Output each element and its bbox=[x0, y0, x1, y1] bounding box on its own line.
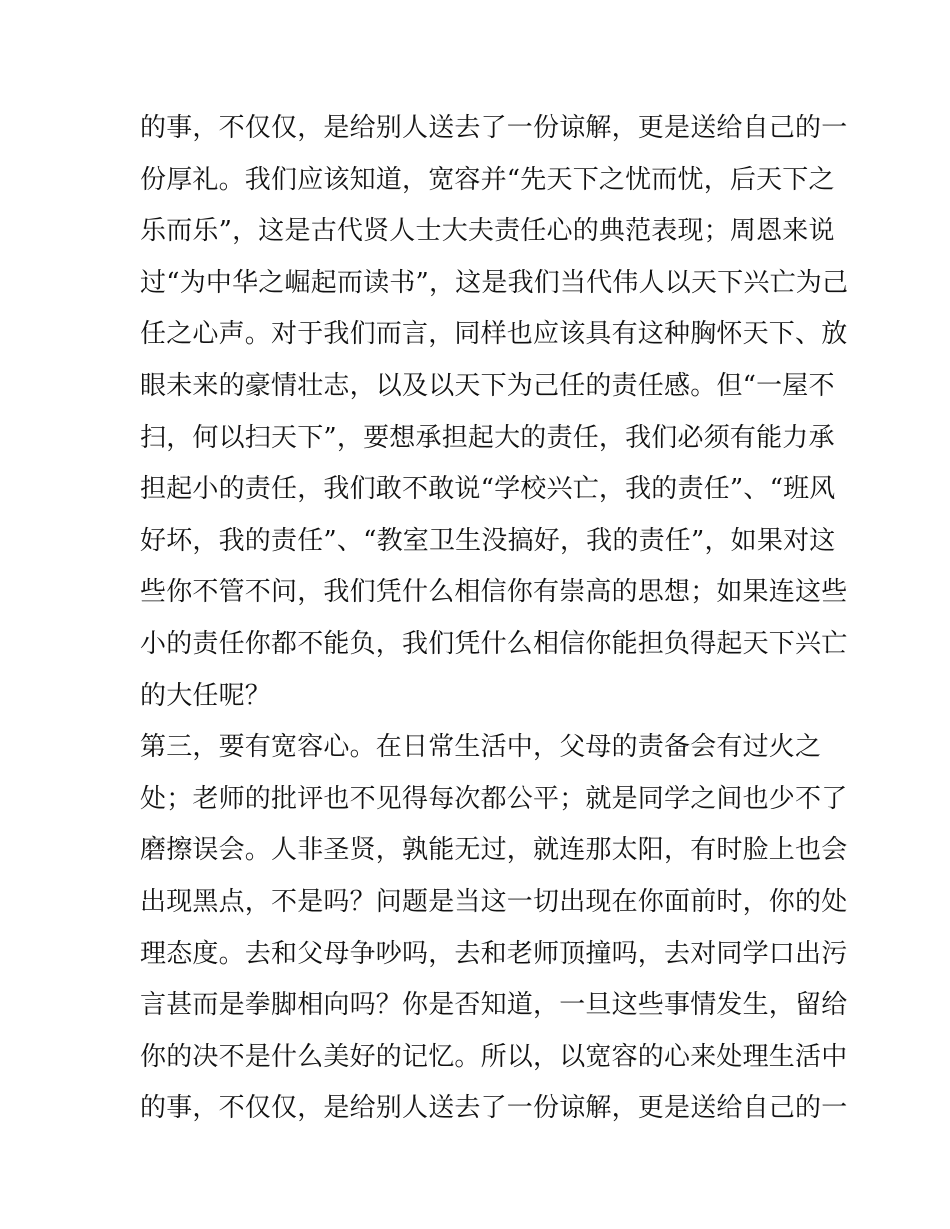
text-line-11: 小的责任你都不能负，我们凭什么相信你能担负得起天下兴亡 bbox=[140, 628, 848, 659]
text-line-3: 乐而乐”，这是古代贤人士大夫责任心的典范表现；周恩来说 bbox=[140, 216, 835, 247]
text-line-17: 理态度。去和父母争吵吗，去和老师顶撞吗，去对同学口出污 bbox=[140, 938, 848, 969]
text-line-1: 的事，不仅仅，是给别人送去了一份谅解，更是送给自己的一 bbox=[140, 113, 848, 143]
text-line-19: 你的决不是什么美好的记忆。所以，以宽容的心来处理生活中 bbox=[140, 1041, 848, 1072]
text-line-18: 言甚而是拳脚相向吗？你是否知道，一旦这些事情发生，留给 bbox=[140, 990, 848, 1021]
text-line-9: 好坏，我的责任”、“教室卫生没搞好，我的责任”，如果对这 bbox=[140, 525, 836, 556]
text-line-16: 出现黑点，不是吗？问题是当这一切出现在你面前时，你的处 bbox=[140, 886, 848, 917]
text-line-10: 些你不管不问，我们凭什么相信你有崇高的思想；如果连这些 bbox=[140, 577, 848, 608]
text-line-13: 第三，要有宽容心。在日常生活中，父母的责备会有过火之 bbox=[140, 732, 822, 763]
text-line-20: 的事，不仅仅，是给别人送去了一份谅解，更是送给自己的一 bbox=[140, 1093, 848, 1124]
text-line-2: 份厚礼。我们应该知道，宽容并“先天下之忧而忧，后天下之 bbox=[140, 164, 835, 195]
text-line-8: 担起小的责任，我们敢不敢说“学校兴亡，我的责任”、“班风 bbox=[140, 474, 836, 505]
text-line-5: 任之心声。对于我们而言，同样也应该具有这种胸怀天下、放 bbox=[140, 319, 848, 350]
text-line-15: 磨擦误会。人非圣贤，孰能无过，就连那太阳，有时脸上也会 bbox=[140, 835, 848, 866]
text-line-6: 眼未来的豪情壮志，以及以天下为己任的责任感。但“一屋不 bbox=[140, 370, 835, 401]
text-line-7: 扫，何以扫天下”，要想承担起大的责任，我们必须有能力承 bbox=[140, 422, 835, 453]
text-line-4: 过“为中华之崛起而读书”，这是我们当代伟人以天下兴亡为己 bbox=[140, 267, 849, 298]
text-line-14: 处；老师的批评也不见得每次都公平；就是同学之间也少不了 bbox=[140, 783, 848, 814]
text-line-12: 的大任呢？ bbox=[140, 680, 272, 711]
body-text bbox=[140, 103, 849, 1135]
